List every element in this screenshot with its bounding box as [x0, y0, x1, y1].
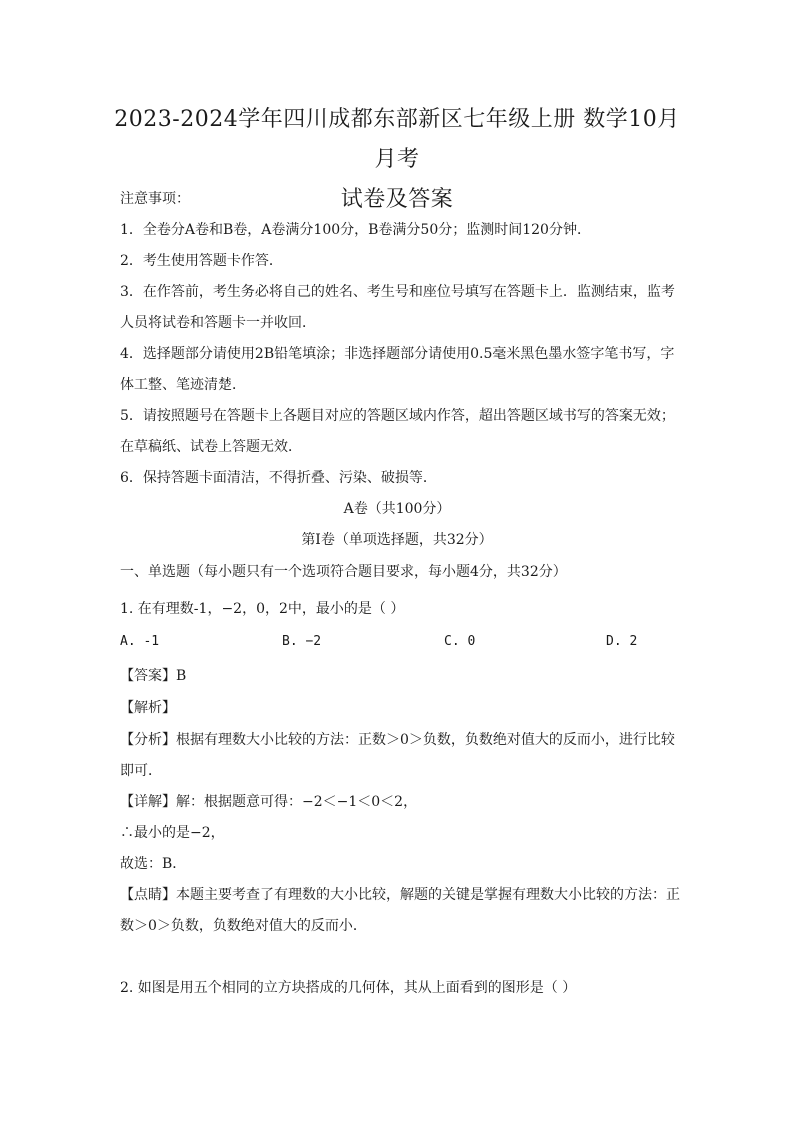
- notice-item-3-line-2: 人员将试卷和答题卡一并收回．: [120, 315, 316, 331]
- notice-item-4-line-1: 4．选择题部分请使用2B铅笔填涂；非选择题部分请使用0.5毫米黑色墨水签字笔书写，字: [120, 346, 675, 362]
- question-1-option-b: B. −2: [282, 634, 322, 649]
- notice-item-5-line-2: 在草稿纸、试卷上答题无效．: [120, 439, 302, 455]
- notice-item-1: 1．全卷分A卷和B卷，A卷满分100分，B卷满分50分；监测时间120分钟．: [120, 222, 591, 238]
- question-1-analysis-line-2: 即可．: [120, 763, 162, 779]
- question-1-comment-line-1: 【点睛】本题主要考查了有理数的大小比较，解题的关键是掌握有理数大小比较的方法：正: [120, 887, 680, 903]
- single-choice-heading: 一、单选题（每小题只有一个选项符合题目要求，每小题4分，共32分）: [120, 564, 567, 580]
- notice-item-5-line-1: 5．请按照题号在答题卡上各题目对应的答题区域内作答，超出答题区域书写的答案无效；: [120, 408, 675, 424]
- question-1-option-d: D. 2: [606, 634, 638, 649]
- question-1-answer: 【答案】B: [120, 668, 187, 684]
- notice-item-4-line-2: 体工整、笔迹清楚．: [120, 377, 246, 393]
- section-part1-heading: 第Ⅰ卷（单项选择题，共32分）: [301, 532, 493, 548]
- question-2-stem: 2. 如图是用五个相同的立方块搭成的几何体，其从上面看到的图形是（ ）: [120, 980, 577, 996]
- notice-heading: 注意事项：: [120, 191, 190, 207]
- notice-item-2: 2．考生使用答题卡作答．: [120, 253, 283, 269]
- question-1-stem: 1. 在有理数-1，−2，0，2中，最小的是（ ）: [120, 601, 405, 617]
- title-line-1: 2023-2024学年四川成都东部新区七年级上册 数学10月月考: [114, 107, 680, 172]
- section-a-heading: A卷（共100分）: [343, 501, 451, 517]
- question-1-therefore: ∴最小的是−2，: [120, 825, 225, 841]
- question-1-analysis-heading: 【解析】: [120, 700, 176, 716]
- notice-item-6: 6．保持答题卡面清洁，不得折叠、污染、破损等．: [120, 470, 437, 486]
- title-line-2: 试卷及答案: [340, 187, 454, 212]
- question-1-option-c: C. 0: [444, 634, 476, 649]
- question-1-comment-line-2: 数＞0＞负数，负数绝对值大的反而小．: [120, 918, 367, 934]
- question-1-detail: 【详解】解：根据题意可得：−2＜−1＜0＜2，: [120, 794, 418, 810]
- document-title: [110, 100, 684, 220]
- question-1-choose: 故选：B．: [120, 856, 187, 872]
- question-1-analysis-line-1: 【分析】根据有理数大小比较的方法：正数＞0＞负数，负数绝对值大的反而小，进行比较: [120, 732, 675, 748]
- notice-item-3-line-1: 3．在作答前，考生务必将自己的姓名、考生号和座位号填写在答题卡上．监测结束，监考: [120, 284, 675, 300]
- question-1-option-a: A. -1: [120, 634, 160, 649]
